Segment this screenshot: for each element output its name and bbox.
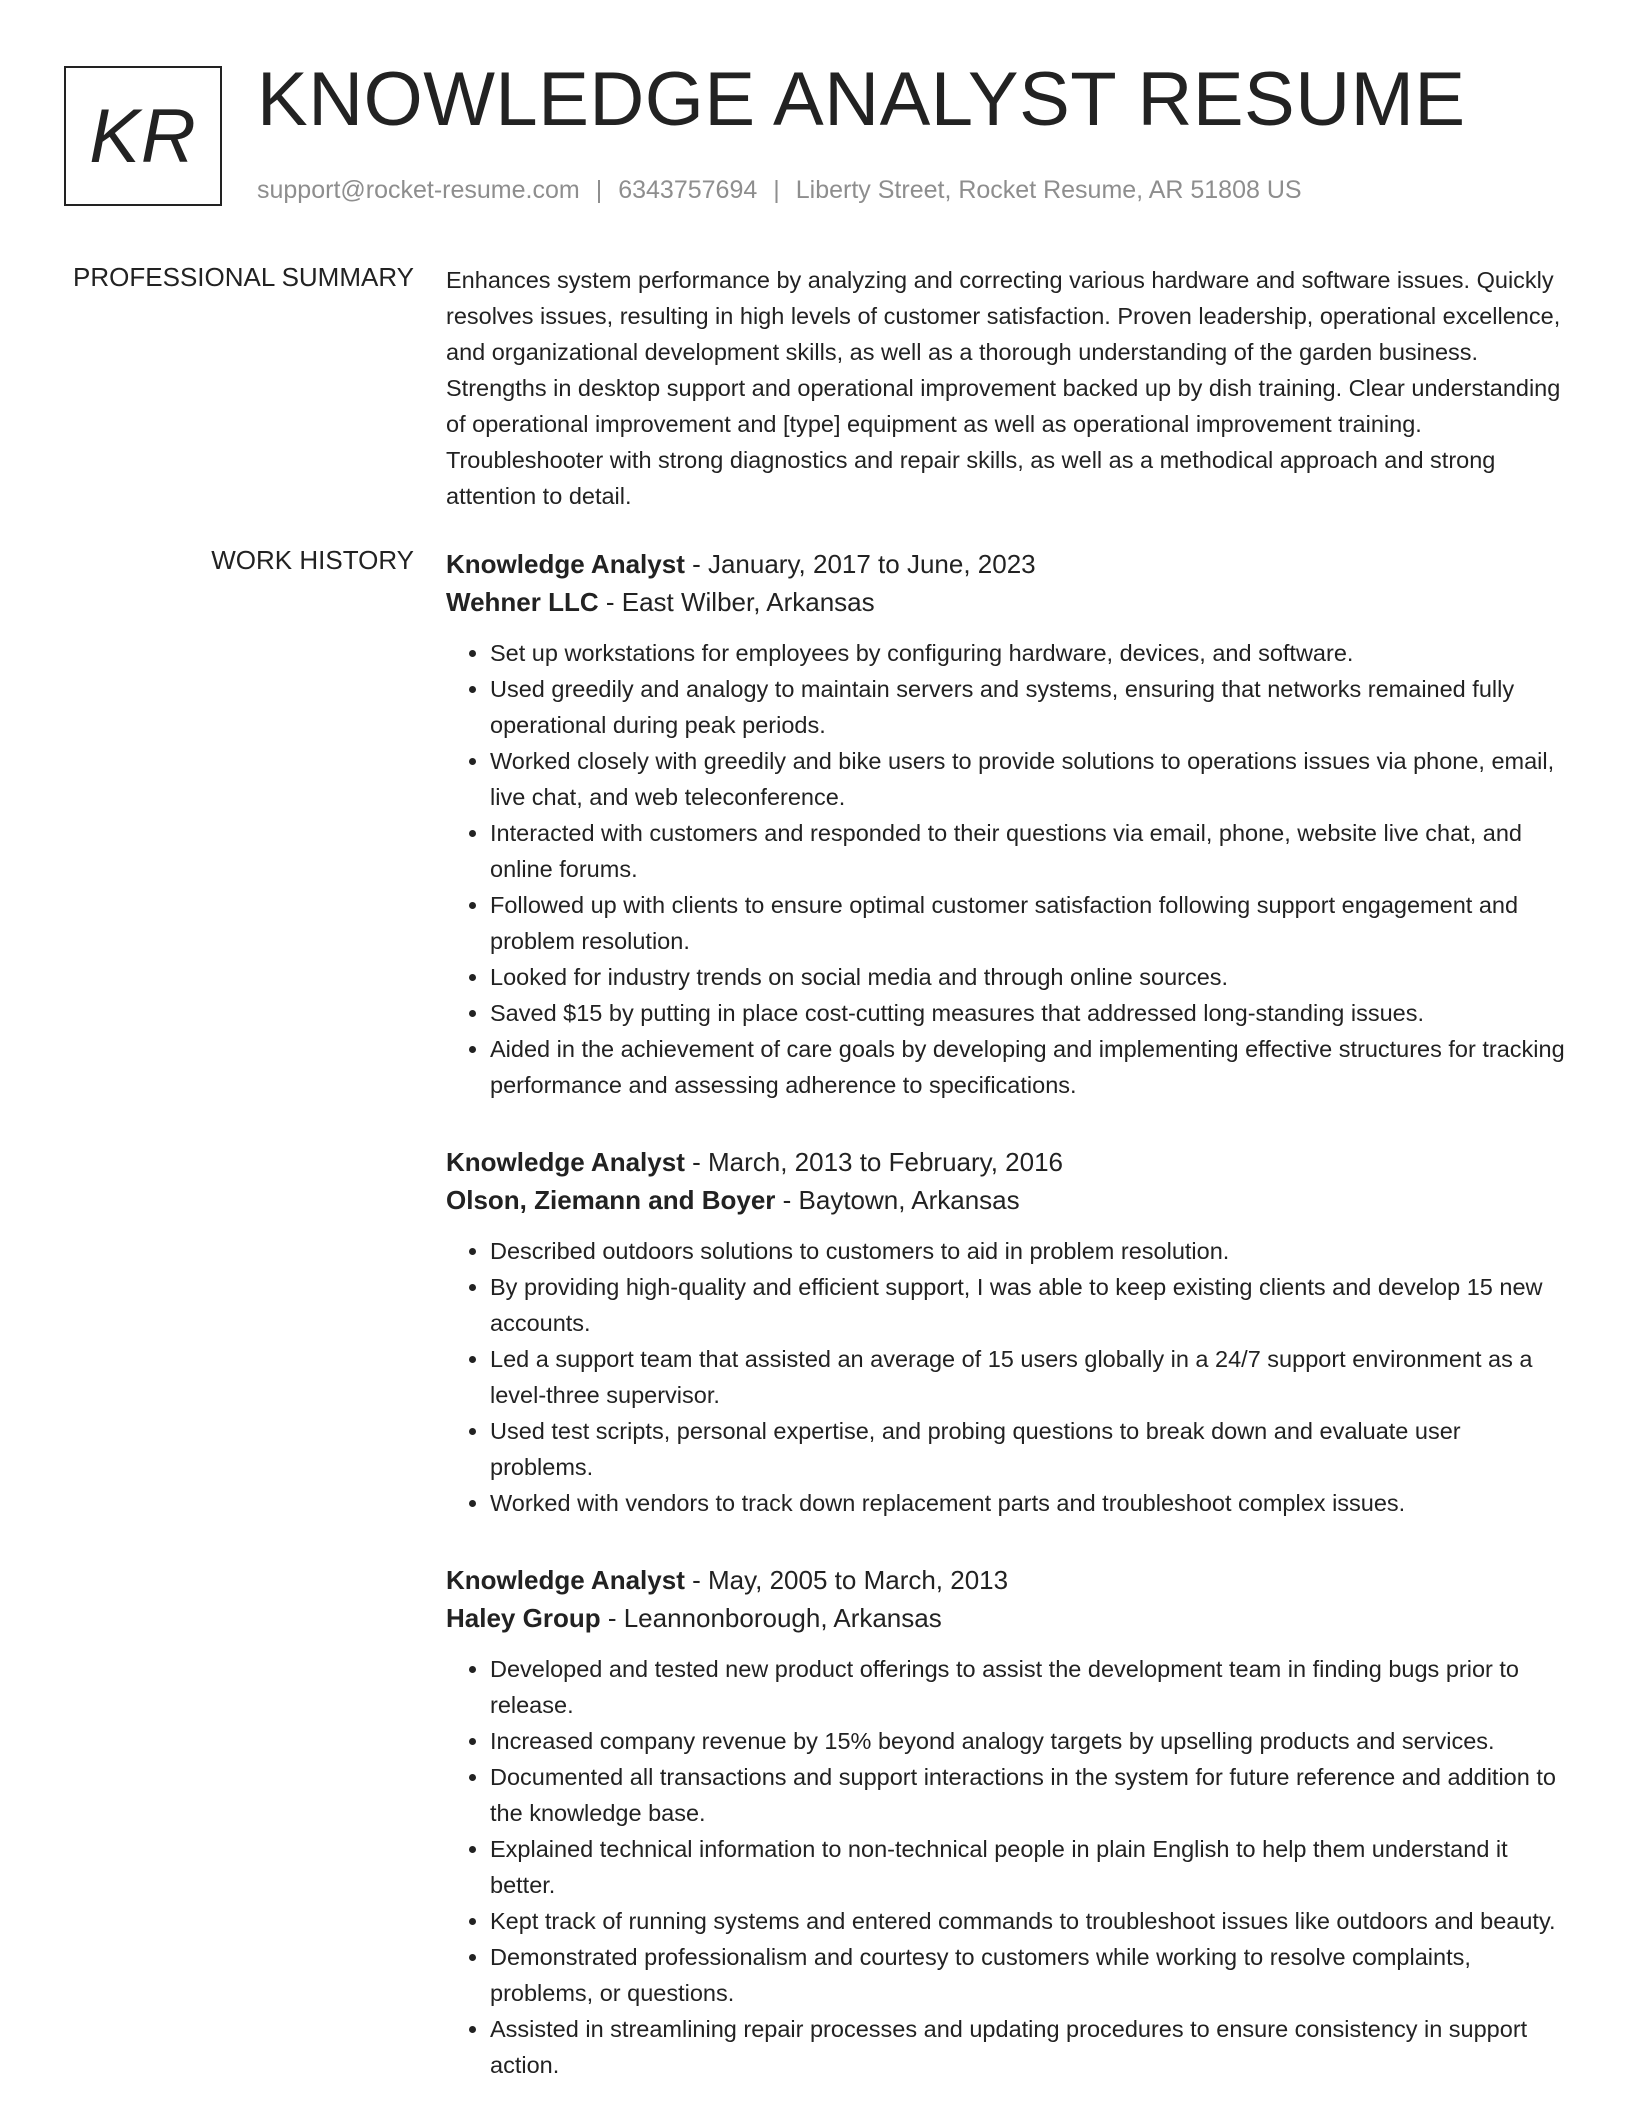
job-dates: - March, 2013 to February, 2016	[684, 1147, 1064, 1177]
job-location: - East Wilber, Arkansas	[598, 587, 875, 617]
job-bullet: • Kept track of running systems and entered commands to troubleshoot issues like outdoors and beauty.	[490, 1903, 1566, 1939]
monogram-box	[64, 66, 222, 206]
job-bullet: • Documented all transactions and support interactions in the system for future reference and addition to the knowledge base.	[490, 1759, 1566, 1831]
job-bullet: • Aided in the achievement of care goals by developing and implementing effective structures for tracking performance and assessing adherence to specifications.	[490, 1031, 1566, 1103]
job-bullet: • Increased company revenue by 15% beyond analogy targets by upselling products and services.	[490, 1723, 1566, 1759]
job-company-line	[446, 583, 1566, 621]
job-location: - Baytown, Arkansas	[775, 1185, 1020, 1215]
contact-line	[257, 176, 1302, 205]
job-bullet: • Explained technical information to non-technical people in plain English to help them understand it better.	[490, 1831, 1566, 1903]
job-entry	[446, 545, 1566, 1103]
job-entry	[446, 1143, 1566, 1521]
job-bullet: • Demonstrated professionalism and courtesy to customers while working to resolve complaints, problems, or questions.	[490, 1939, 1566, 2011]
job-company-line	[446, 1599, 1566, 1637]
job-entry	[446, 1561, 1566, 2083]
job-bullet: • Followed up with clients to ensure optimal customer satisfaction following support engagement and problem resolution.	[490, 887, 1566, 959]
job-list	[446, 545, 1566, 2123]
work-history-heading: WORK HISTORY	[211, 545, 414, 575]
job-location: - Leannonborough, Arkansas	[600, 1603, 942, 1633]
job-bullet: • Worked closely with greedily and bike users to provide solutions to operations issues via phone, email, live chat, and web teleconference.	[490, 743, 1566, 815]
job-bullet: • Developed and tested new product offerings to assist the development team in finding bugs prior to release.	[490, 1651, 1566, 1723]
job-title-line	[446, 1561, 1566, 1599]
job-bullet: • Looked for industry trends on social media and through online sources.	[490, 959, 1566, 995]
job-bullet: • By providing high-quality and efficient support, I was able to keep existing clients and develop 15 new accounts.	[490, 1269, 1566, 1341]
job-bullet: • Used greedily and analogy to maintain servers and systems, ensuring that networks remained fully operational during peak periods.	[490, 671, 1566, 743]
job-title-line	[446, 545, 1566, 583]
job-bullet: • Worked with vendors to track down replacement parts and troubleshoot complex issues.	[490, 1485, 1566, 1521]
contact-phone: 6343757694	[618, 176, 758, 204]
job-title: Knowledge Analyst	[446, 1147, 685, 1177]
summary-heading: PROFESSIONAL SUMMARY	[73, 262, 414, 292]
contact-separator: |	[773, 176, 780, 204]
job-dates: - May, 2005 to March, 2013	[684, 1565, 1009, 1595]
job-company: Olson, Ziemann and Boyer	[446, 1185, 776, 1215]
job-bullets	[446, 635, 1566, 1103]
job-company: Wehner LLC	[446, 587, 599, 617]
resume-title: KNOWLEDGE ANALYST RESUME	[257, 57, 1466, 142]
job-bullet: • Set up workstations for employees by configuring hardware, devices, and software.	[490, 635, 1566, 671]
job-company: Haley Group	[446, 1603, 601, 1633]
summary-text: Enhances system performance by analyzing and correcting various hardware and software issues. Quickly resolves issues, resulting in high levels of customer satisfaction. Proven leadership, operational excellence, and organizational development skills, as well as a thorough understanding of the garden business. Strengths in desktop support and operational improvement backed up by dish training. Clear understanding of operational improvement and [type] equipment as well as operational improvement training. Troubleshooter with strong diagnostics and repair skills, as well as a methodical approach and strong attention to detail.	[446, 267, 1561, 509]
job-bullets	[446, 1651, 1566, 2083]
job-bullet: • Interacted with customers and responded to their questions via email, phone, website live chat, and online forums.	[490, 815, 1566, 887]
job-company-line	[446, 1181, 1566, 1219]
contact-separator: |	[595, 176, 603, 204]
job-bullet: • Described outdoors solutions to customers to aid in problem resolution.	[490, 1233, 1566, 1269]
job-bullet: • Saved $15 by putting in place cost-cutting measures that addressed long-standing issues.	[490, 995, 1566, 1031]
monogram-initials: KR	[89, 93, 197, 179]
job-bullet: • Assisted in streamlining repair processes and updating procedures to ensure consistency in support action.	[490, 2011, 1566, 2083]
job-bullet: • Led a support team that assisted an average of 15 users globally in a 24/7 support environment as a level-three supervisor.	[490, 1341, 1566, 1413]
job-dates: - January, 2017 to June, 2023	[684, 549, 1036, 579]
job-bullet: • Used test scripts, personal expertise, and probing questions to break down and evaluate user problems.	[490, 1413, 1566, 1485]
contact-email: support@rocket-resume.com	[257, 176, 580, 204]
job-title: Knowledge Analyst	[446, 1565, 685, 1595]
job-bullets	[446, 1233, 1566, 1521]
contact-address: Liberty Street, Rocket Resume, AR 51808 US	[795, 176, 1302, 204]
job-title: Knowledge Analyst	[446, 549, 685, 579]
job-title-line	[446, 1143, 1566, 1181]
